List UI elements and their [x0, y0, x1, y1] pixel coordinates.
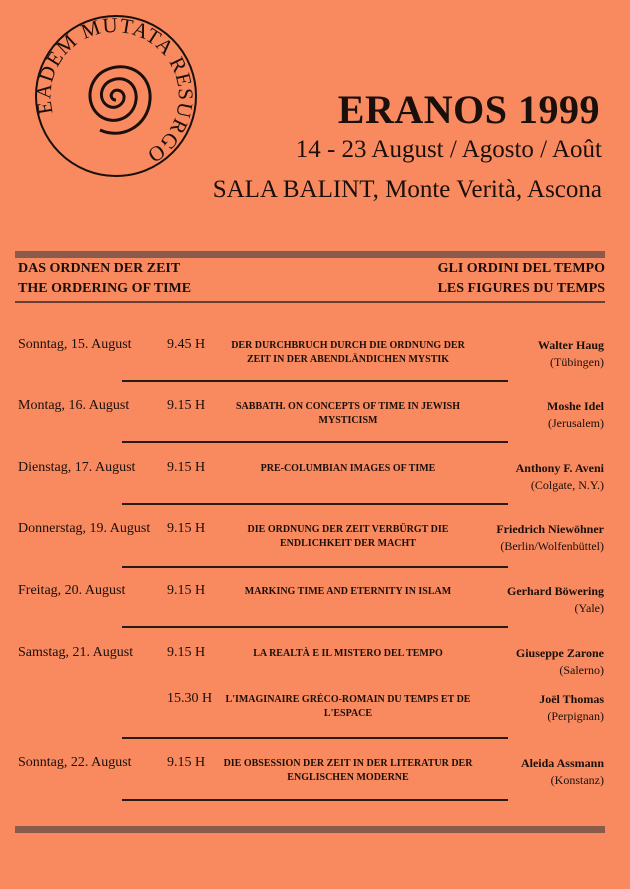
session-speaker — [507, 583, 604, 617]
session-day: Freitag, 20. August — [18, 583, 126, 598]
session-topic: MARKING TIME AND ETERNITY IN ISLAM — [244, 586, 452, 597]
eranos-logo — [28, 8, 204, 184]
session-topic: SABBATH. ON CONCEPTS OF TIME IN JEWISH MYSTICISM — [235, 401, 461, 426]
session-speaker — [539, 691, 604, 725]
session-time: 9.15 H — [167, 521, 206, 536]
session-separator — [122, 626, 508, 628]
session-topic: DIE OBSESSION DER ZEIT IN DER LITERATUR DER ENGLISCHEN MODERNE — [223, 758, 473, 783]
page-title: ERANOS 1999 — [337, 87, 600, 132]
session-day: Donnerstag, 19. August — [18, 521, 151, 536]
session-separator — [122, 503, 508, 505]
theme-left — [18, 259, 191, 299]
speaker-name: Friedrich Niewöhner — [496, 522, 604, 536]
session-time: 9.15 H — [167, 583, 206, 598]
session-time: 9.15 H — [167, 398, 206, 413]
session-topic: L'IMAGINAIRE GRÉCO-ROMAIN DU TEMPS ET DE L'ESPACE — [225, 694, 471, 719]
session-speaker — [521, 755, 604, 789]
session-topic: PRE-COLUMBIAN IMAGES OF TIME — [260, 463, 436, 474]
session-separator — [122, 380, 508, 382]
session-time: 9.45 H — [167, 337, 206, 352]
session-time: 9.15 H — [167, 645, 206, 660]
session-separator — [122, 566, 508, 568]
session-speaker — [547, 398, 604, 432]
speaker-name: Walter Haug — [537, 338, 604, 352]
speaker-affiliation: (Tübingen) — [550, 355, 604, 369]
speaker-name: Aleida Assmann — [520, 756, 604, 770]
theme-de: DAS ORDNEN DER ZEIT — [18, 261, 181, 276]
session-day: Dienstag, 17. August — [18, 460, 136, 475]
top-divider — [15, 251, 605, 258]
session-topic: DER DURCHBRUCH DURCH DIE ORDNUNG DER ZEIT IN DER ABENDLÄNDICHEN MYSTIK — [231, 340, 465, 365]
session-separator — [122, 799, 508, 801]
event-dates: 14 - 23 August / Agosto / Août — [295, 136, 602, 163]
session-speaker — [516, 460, 604, 494]
session-day: Samstag, 21. August — [18, 645, 134, 660]
session-day: Montag, 16. August — [18, 398, 130, 413]
session-speaker — [516, 645, 604, 679]
session-time: 15.30 H — [167, 691, 213, 706]
speaker-name: Joël Thomas — [539, 692, 604, 706]
bottom-divider — [15, 826, 605, 833]
session-separator — [122, 441, 508, 443]
session-day: Sonntag, 22. August — [18, 755, 132, 770]
speaker-affiliation: (Perpignan) — [547, 709, 604, 723]
speaker-name: Moshe Idel — [547, 399, 604, 413]
theme-divider — [15, 301, 605, 303]
theme-en: THE ORDERING OF TIME — [18, 281, 192, 296]
speaker-affiliation: (Salerno) — [559, 663, 604, 677]
event-venue: SALA BALINT, Monte Verità, Ascona — [212, 176, 602, 203]
session-separator — [122, 737, 508, 739]
speaker-affiliation: (Konstanz) — [550, 773, 604, 787]
speaker-affiliation: (Yale) — [574, 601, 604, 615]
logo-motto: EADEM MUTATA RESURGO — [31, 12, 198, 169]
session-time: 9.15 H — [167, 755, 206, 770]
speaker-affiliation: (Colgate, N.Y.) — [530, 478, 604, 492]
speaker-affiliation: (Berlin/Wolfenbüttel) — [500, 539, 604, 553]
session-time: 9.15 H — [167, 460, 206, 475]
spiral-icon — [90, 67, 150, 133]
session-topic: DIE ORDNUNG DER ZEIT VERBÜRGT DIE ENDLICHKEIT DER MACHT — [247, 524, 449, 549]
speaker-name: Anthony F. Aveni — [515, 461, 604, 475]
speaker-name: Giuseppe Zarone — [515, 646, 604, 660]
theme-right — [438, 259, 605, 299]
session-speaker — [496, 521, 604, 555]
session-speaker — [538, 337, 604, 371]
theme-fr: LES FIGURES DU TEMPS — [437, 281, 605, 296]
speaker-affiliation: (Jerusalem) — [548, 416, 604, 430]
session-day: Sonntag, 15. August — [18, 337, 132, 352]
speaker-name: Gerhard Böwering — [507, 584, 604, 598]
session-topic: LA REALTÀ E IL MISTERO DEL TEMPO — [253, 648, 443, 659]
theme-it: GLI ORDINI DEL TEMPO — [437, 261, 605, 276]
